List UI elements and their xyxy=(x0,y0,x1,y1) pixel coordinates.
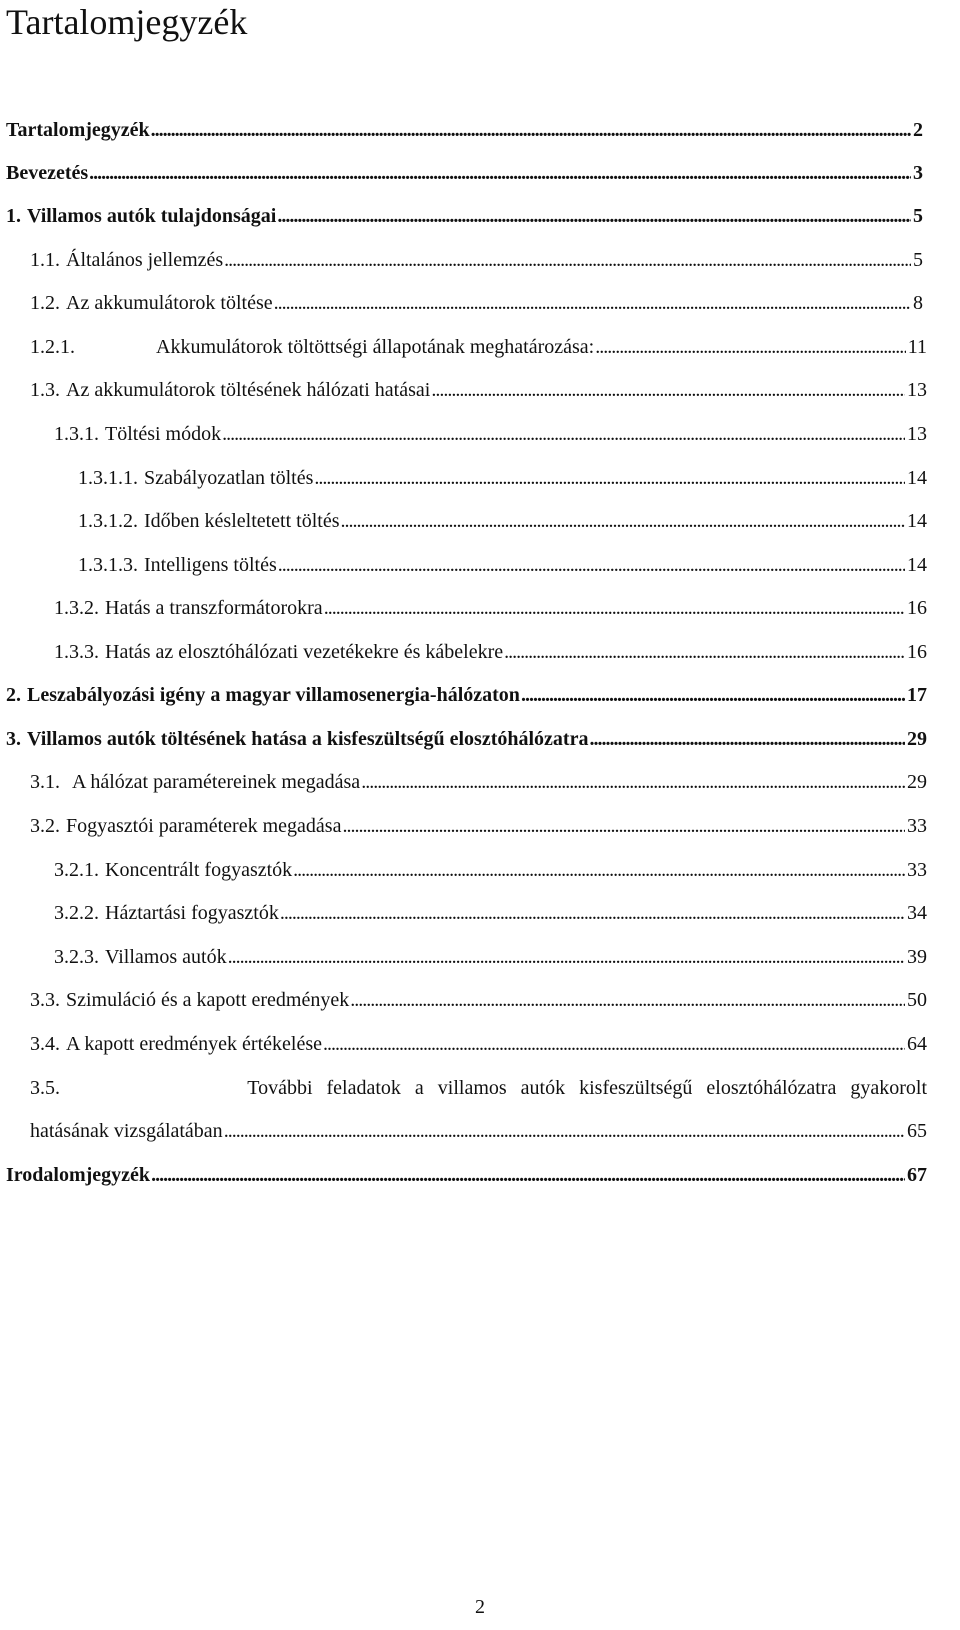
toc-entry-number: 1. xyxy=(6,205,21,227)
toc-leader-dots xyxy=(504,639,905,665)
toc-entry-page: 29 xyxy=(907,728,927,750)
toc-leader-dots xyxy=(280,900,905,926)
toc-entry-1-2[interactable] xyxy=(30,290,923,316)
toc-entry-title: Koncentrált fogyasztók xyxy=(105,859,293,881)
toc-entry-title: Leszabályozási igény a magyar villamosenergia-hálózaton xyxy=(27,684,520,706)
toc-entry-page: 13 xyxy=(907,423,927,445)
page-number: 2 xyxy=(475,1596,485,1618)
toc-entry-1-3-1-1[interactable] xyxy=(78,465,927,491)
toc-entry-number: 3.2. xyxy=(30,815,60,837)
toc-entry-3[interactable] xyxy=(6,726,927,752)
toc-entry-page: 50 xyxy=(907,989,927,1011)
toc-leader-dots xyxy=(224,247,911,273)
toc-entry-number: 3.3. xyxy=(30,989,60,1011)
toc-entry-title: Irodalomjegyzék xyxy=(6,1164,151,1186)
toc-leader-dots xyxy=(341,508,906,534)
toc-entry-page: 14 xyxy=(907,510,927,532)
toc-entry-page: 39 xyxy=(907,946,927,968)
toc-leader-dots xyxy=(589,726,905,752)
toc-entry-number: 1.3.3. xyxy=(54,641,99,663)
toc-entry-page: 13 xyxy=(907,379,927,401)
toc-entry-title-continued: hatásának vizsgálatában xyxy=(30,1120,223,1142)
toc-entry-number: 1.2. xyxy=(30,292,60,314)
toc-entry-title: Szabályozatlan töltés xyxy=(144,467,314,489)
toc-entry-title: Az akkumulátorok töltésének hálózati hatásai xyxy=(66,379,431,401)
toc-entry-title: Általános jellemzés xyxy=(66,249,224,271)
toc-leader-dots xyxy=(89,160,911,186)
toc-entry-page: 14 xyxy=(907,467,927,489)
toc-entry-page: 17 xyxy=(907,684,927,706)
page-title: Tartalomjegyzék xyxy=(6,2,248,42)
toc-entry-1-3-1-2[interactable] xyxy=(78,508,927,534)
toc-entry-3-1[interactable] xyxy=(30,769,927,795)
toc-entry-title: Fogyasztói paraméterek megadása xyxy=(66,815,342,837)
toc-leader-dots xyxy=(595,334,906,360)
toc-entry-title: Villamos autók töltésének hatása a kisfeszültségű elosztóhálózatra xyxy=(27,728,589,750)
toc-entry-title: Háztartási fogyasztók xyxy=(105,902,279,924)
toc-entry-page: 65 xyxy=(907,1120,927,1142)
toc-entry-title: Villamos autók xyxy=(105,946,227,968)
toc-entry-3-2-3[interactable] xyxy=(54,944,927,970)
toc-entry-1-3[interactable] xyxy=(30,377,927,403)
toc-entry-title: Hatás a transzformátorokra xyxy=(105,597,323,619)
toc-entry-1-2-1[interactable] xyxy=(30,334,927,360)
toc-entry-number: 1.3.1. xyxy=(54,423,99,445)
toc-entry-number: 1.3.1.1. xyxy=(78,467,138,489)
toc-leader-dots xyxy=(222,421,905,447)
toc-entry-page: 64 xyxy=(907,1033,927,1055)
toc-entry-page: 34 xyxy=(907,902,927,924)
toc-entry-1-3-3[interactable] xyxy=(54,639,927,665)
toc-entry-3-4[interactable] xyxy=(30,1031,927,1057)
toc-entry-1[interactable] xyxy=(6,203,923,229)
toc-entry-title: Az akkumulátorok töltése xyxy=(66,292,273,314)
toc-entry-page: 29 xyxy=(907,771,927,793)
toc-entry-page: 3 xyxy=(913,162,923,184)
toc-entry-bevezetes[interactable] xyxy=(6,160,923,186)
toc-leader-dots xyxy=(277,203,911,229)
toc-leader-dots xyxy=(361,769,905,795)
toc-leader-dots xyxy=(224,1118,905,1144)
toc-entry-number: 1.3.2. xyxy=(54,597,99,619)
toc-entry-3-2-2[interactable] xyxy=(54,900,927,926)
toc-leader-dots xyxy=(323,1031,905,1057)
toc-entry-irodalomjegyzek[interactable] xyxy=(6,1162,927,1188)
toc-leader-dots xyxy=(293,857,905,883)
toc-entry-number: 2. xyxy=(6,684,21,706)
toc-entry-3-2[interactable] xyxy=(30,813,927,839)
toc-entry-title: Intelligens töltés xyxy=(144,554,277,576)
toc-entry-3-3[interactable] xyxy=(30,987,927,1013)
toc-entry-page: 33 xyxy=(907,815,927,837)
toc-entry-1-3-2[interactable] xyxy=(54,595,927,621)
toc-entry-number: 3.2.1. xyxy=(54,859,99,881)
toc-leader-dots xyxy=(324,595,905,621)
toc-entry-number: 3.2.3. xyxy=(54,946,99,968)
toc-entry-title: További feladatok a villamos autók kisfeszültségű elosztóhálózatra gyakorolt xyxy=(247,1077,927,1099)
toc-entry-number: 3.5. xyxy=(30,1077,60,1099)
toc-entry-title: A hálózat paramétereinek megadása xyxy=(72,771,361,793)
toc-entry-number: 1.3.1.3. xyxy=(78,554,138,576)
toc-entry-number: 3.2.2. xyxy=(54,902,99,924)
toc-entry-number: 1.1. xyxy=(30,249,60,271)
toc-entry-tartalomjegyzek[interactable] xyxy=(6,117,923,143)
toc-leader-dots xyxy=(151,1162,905,1188)
toc-entry-number: 3.4. xyxy=(30,1033,60,1055)
toc-entry-title: Villamos autók tulajdonságai xyxy=(27,205,277,227)
toc-entry-page: 14 xyxy=(907,554,927,576)
toc-entry-title: Bevezetés xyxy=(6,162,89,184)
toc-leader-dots xyxy=(342,813,905,839)
toc-leader-dots xyxy=(278,552,905,578)
toc-leader-dots xyxy=(314,465,905,491)
toc-entry-page: 33 xyxy=(907,859,927,881)
toc-entry-number: 1.2.1. xyxy=(30,336,75,358)
toc-entry-number: 1.3. xyxy=(30,379,60,401)
toc-leader-dots xyxy=(228,944,905,970)
toc-leader-dots xyxy=(151,117,911,143)
toc-entry-title: Akkumulátorok töltöttségi állapotának meghatározása: xyxy=(156,336,595,358)
toc-entry-title: Töltési módok xyxy=(105,423,222,445)
toc-entry-3-5-continued[interactable] xyxy=(30,1118,927,1144)
toc-entry-number: 1.3.1.2. xyxy=(78,510,138,532)
toc-leader-dots xyxy=(431,377,905,403)
toc-entry-page: 16 xyxy=(907,597,927,619)
toc-entry-3-5[interactable] xyxy=(30,1075,927,1101)
toc-entry-1-1[interactable] xyxy=(30,247,923,273)
toc-entry-page: 11 xyxy=(907,336,927,358)
toc-entry-title: Hatás az elosztóhálózati vezetékekre és kábelekre xyxy=(105,641,504,663)
toc-leader-dots xyxy=(350,987,905,1013)
toc-entry-page: 5 xyxy=(913,205,923,227)
toc-entry-2[interactable] xyxy=(6,682,927,708)
toc-entry-page: 16 xyxy=(907,641,927,663)
toc-entry-title: Szimuláció és a kapott eredmények xyxy=(66,989,350,1011)
toc-entry-page: 2 xyxy=(913,119,923,141)
toc-entry-1-3-1[interactable] xyxy=(54,421,927,447)
toc-entry-number: 3. xyxy=(6,728,21,750)
toc-entry-page: 5 xyxy=(913,249,923,271)
toc-leader-dots xyxy=(274,290,911,316)
toc-entry-title: Tartalomjegyzék xyxy=(6,119,150,141)
toc-entry-title: Időben késleltetett töltés xyxy=(144,510,340,532)
toc-entry-page: 8 xyxy=(913,292,923,314)
toc-entry-number: 3.1. xyxy=(30,771,60,793)
toc-leader-dots xyxy=(521,682,905,708)
toc-entry-3-2-1[interactable] xyxy=(54,857,927,883)
toc-entry-page: 67 xyxy=(907,1164,927,1186)
toc-entry-title: A kapott eredmények értékelése xyxy=(66,1033,322,1055)
toc-entry-1-3-1-3[interactable] xyxy=(78,552,927,578)
